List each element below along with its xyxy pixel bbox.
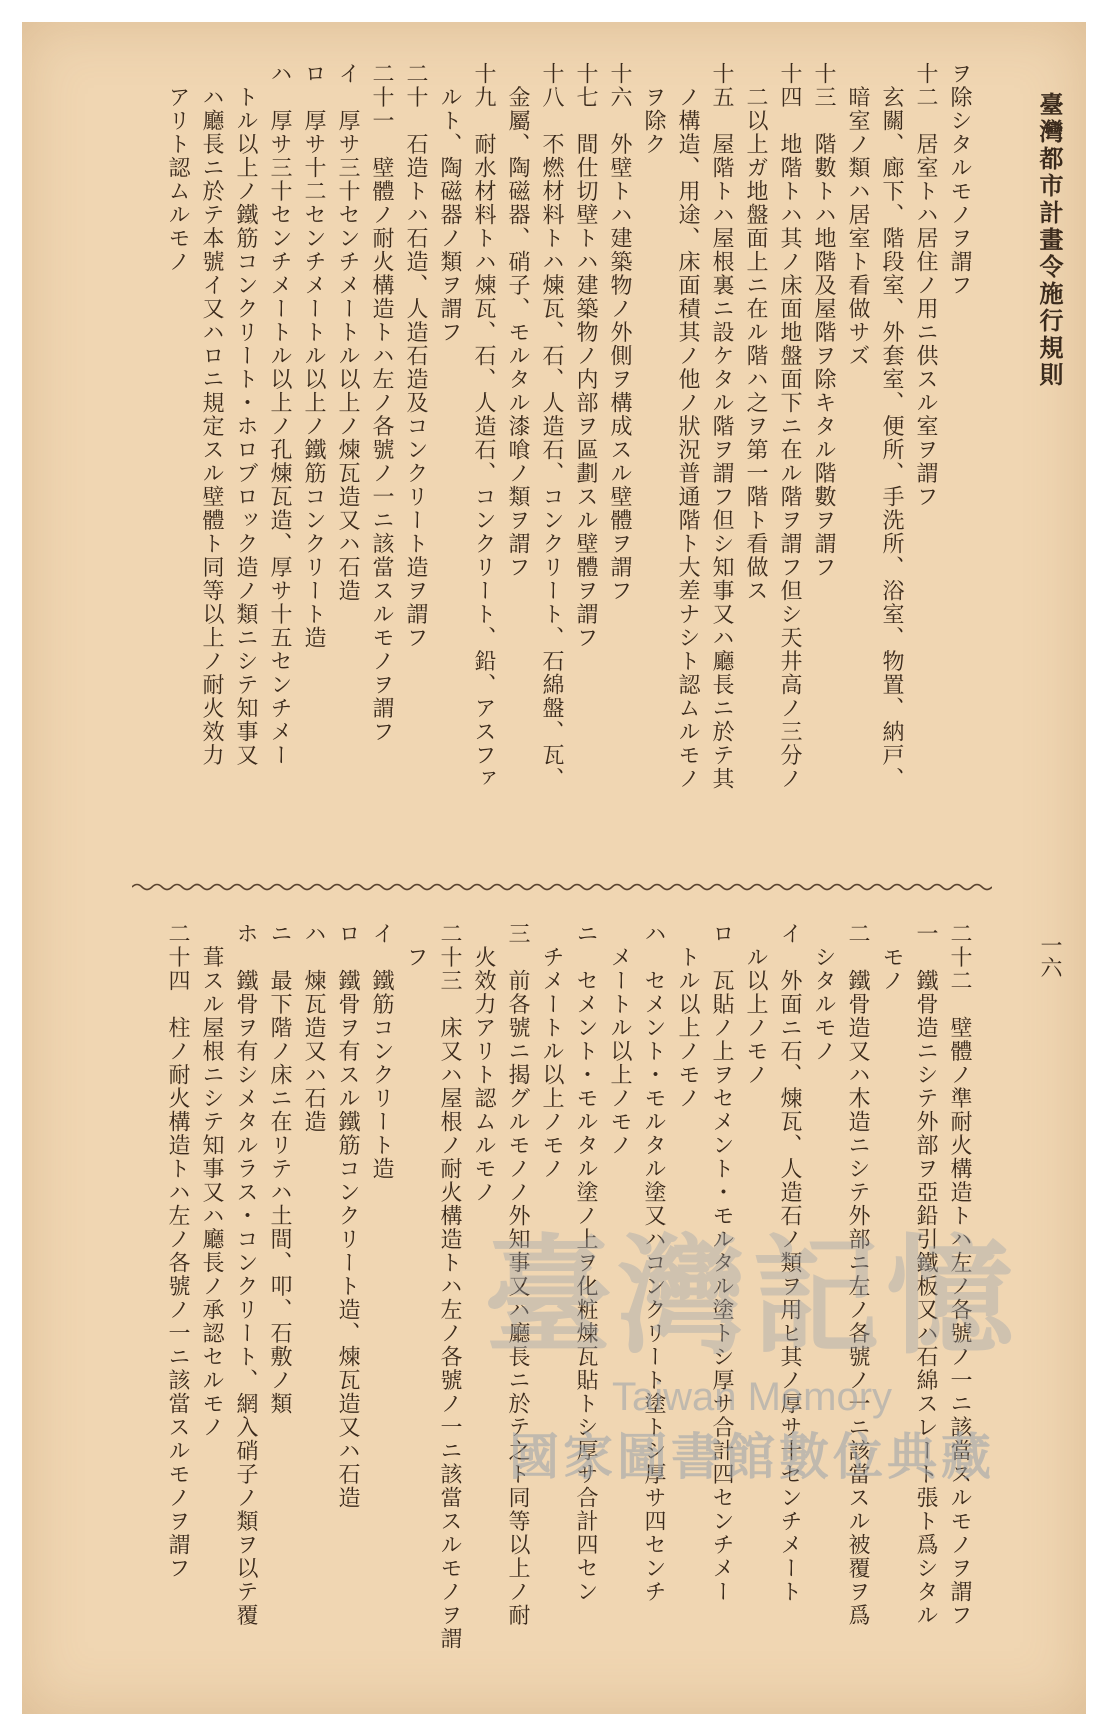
page-number: 一六 (1037, 934, 1062, 978)
text-column: イ 外面ニ石、煉瓦、人造石ノ類ヲ用ヒ其ノ厚サ十センチメート (777, 922, 802, 1604)
text-column: 二十二 壁體ノ準耐火構造トハ左ノ各號ノ一ニ該當スルモノヲ謂フ (947, 922, 972, 1627)
text-column: イ 鐵筋コンクリート造 (369, 922, 394, 1181)
text-column: 十六 外壁トハ建築物ノ外側ヲ構成スル壁體ヲ謂フ (607, 62, 632, 603)
text-column: トル以上ノモノ (675, 922, 700, 1110)
text-column: チメートル以上ノモノ (539, 922, 564, 1181)
text-column: ロ 厚サ十二センチメートル以上ノ鐵筋コンクリート造 (301, 62, 326, 650)
text-column: 二十三 床又ハ屋根ノ耐火構造トハ左ノ各號ノ一ニ該當スルモノヲ謂 (437, 922, 462, 1651)
text-column: 二以上ガ地盤面上ニ在ル階ハ之ヲ第一階ト看做ス (743, 62, 768, 603)
text-column: 十七 間仕切壁トハ建築物ノ内部ヲ區劃スル壁體ヲ謂フ (573, 62, 598, 650)
text-column: ロ 瓦貼ノ上ヲセメント・モルタル塗トシ厚サ合計四センチメー (709, 922, 734, 1604)
text-column: 一 鐵骨造ニシテ外部ヲ亞鉛引鐵板又ハ石綿スレート張ト爲シタル (913, 922, 938, 1627)
text-column: 金屬、陶磁器、硝子、モルタル漆喰ノ類ヲ謂フ (505, 62, 530, 579)
text-column: 十三 階數トハ地階及屋階ヲ除キタル階數ヲ謂フ (811, 62, 836, 579)
text-column: モノ (879, 922, 904, 993)
running-head: 臺灣都市計畫令施行規則 (1035, 92, 1064, 389)
text-column: 十二 居室トハ居住ノ用ニ供スル室ヲ謂フ (913, 62, 938, 509)
text-column: ヲ除ク (641, 62, 666, 156)
text-column: イ 厚サ三十センチメートル以上ノ煉瓦造又ハ石造 (335, 62, 360, 603)
text-column: 二十 石造トハ石造、人造石造及コンクリート造ヲ謂フ (403, 62, 428, 650)
wavy-divider (132, 882, 992, 892)
text-column: ニ 最下階ノ床ニ在リテハ土間、叩、石敷ノ類 (267, 922, 292, 1416)
text-column: 十八 不燃材料トハ煉瓦、石、人造石、コンクリート、石綿盤、瓦、 (539, 62, 564, 791)
text-column: 葺スル屋根ニシテ知事又ハ廳長ノ承認セルモノ (199, 922, 224, 1439)
text-column: 暗室ノ類ハ居室ト看做サズ (845, 62, 870, 368)
text-column: ハ 厚サ三十センチメートル以上ノ孔煉瓦造、厚サ十五センチメー (267, 62, 292, 767)
text-column: 二十一 壁體ノ耐火構造トハ左ノ各號ノ一ニ該當スルモノヲ謂フ (369, 62, 394, 744)
text-column: トル以上ノ鐵筋コンクリート・ホロブロック造ノ類ニシテ知事又 (233, 62, 258, 767)
text-column: 火效力アリト認ムルモノ (471, 922, 496, 1204)
text-column: ノ構造、用途、床面積其ノ他ノ狀況普通階ト大差ナシト認ムルモノ (675, 62, 700, 791)
text-column: 二 鐵骨造又ハ木造ニシテ外部ニ左ノ各號ノ一ニ該當スル被覆ヲ爲 (845, 922, 870, 1627)
top-text-block (22, 62, 1086, 862)
text-column: 玄關、廊下、階段室、外套室、便所、手洗所、浴室、物置、納戸、 (879, 62, 904, 791)
text-column: ハ 煉瓦造又ハ石造 (301, 922, 326, 1134)
text-column: ニ セメント・モルタル塗ノ上ヲ化粧煉瓦貼トシ厚サ合計四セン (573, 922, 598, 1604)
document-page (22, 22, 1086, 1714)
text-column: メートル以上ノモノ (607, 922, 632, 1157)
text-column: ハ廳長ニ於テ本號イ又ハロニ規定スル壁體ト同等以上ノ耐火效力 (199, 62, 224, 767)
watermark-title: 臺灣記憶 (483, 1222, 1020, 1372)
text-column: アリト認ムルモノ (165, 62, 190, 274)
text-column: フ (403, 922, 428, 969)
library-watermark (472, 1222, 1032, 1602)
text-column: 十四 地階トハ其ノ床面地盤面下ニ在ル階ヲ謂フ但シ天井高ノ三分ノ (777, 62, 802, 791)
text-column: ハ セメント・モルタル塗又ハコンクリート塗トシ厚サ四センチ (641, 922, 666, 1604)
text-column: シタルモノ (811, 922, 836, 1063)
text-column: 十五 屋階トハ屋根裏ニ設ケタル階ヲ謂フ但シ知事又ハ廳長ニ於テ其 (709, 62, 734, 791)
text-column: 三 前各號ニ揭グルモノノ外知事又ハ廳長ニ於テ之ト同等以上ノ耐 (505, 922, 530, 1627)
text-column: 二十四 柱ノ耐火構造トハ左ノ各號ノ一ニ該當スルモノヲ謂フ (165, 922, 190, 1580)
text-column: ル以上ノモノ (743, 922, 768, 1087)
watermark-organization: 國家圖書館數位典藏 (509, 1427, 995, 1486)
text-column: ホ 鐵骨ヲ有シメタルラス・コンクリート、網入硝子ノ類ヲ以テ覆 (233, 922, 258, 1627)
text-column: ヲ除シタルモノヲ謂フ (947, 62, 972, 297)
watermark-english: Taiwan Memory (611, 1375, 893, 1419)
text-column: 十九 耐水材料トハ煉瓦、石、人造石、コンクリート、鉛、アスファ (471, 62, 496, 791)
text-column: ルト、陶磁器ノ類ヲ謂フ (437, 62, 462, 344)
text-column: ロ 鐵骨ヲ有スル鐵筋コンクリート造、煉瓦造又ハ石造 (335, 922, 360, 1510)
